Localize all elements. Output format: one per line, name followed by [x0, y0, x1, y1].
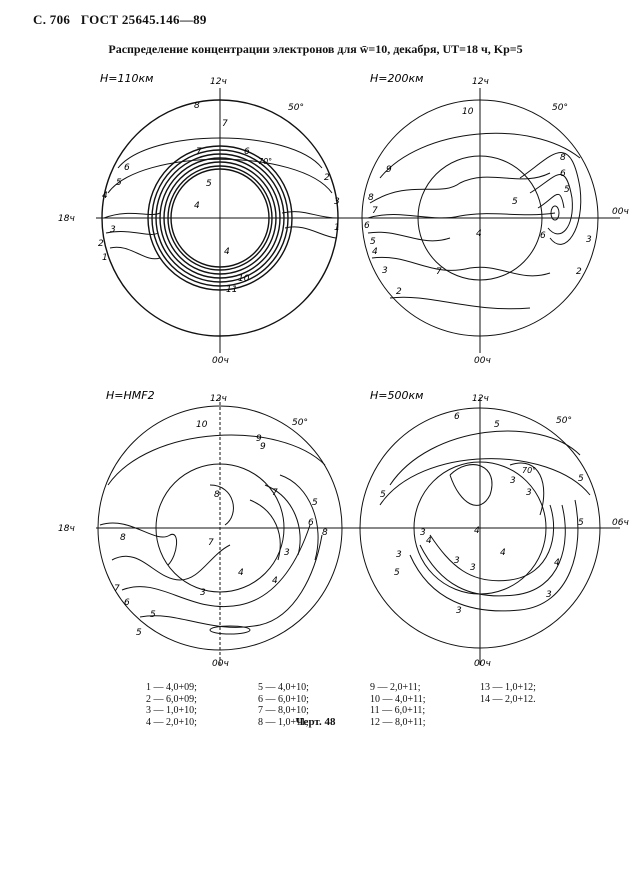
isoline-number: 5 — [512, 197, 518, 207]
isoline-number: 4 — [224, 247, 230, 257]
isoline-number: 8 — [194, 101, 200, 111]
isoline-number: 6 — [540, 231, 546, 241]
isoline-number: 9 — [260, 442, 266, 452]
isoline-number: 4 — [194, 201, 200, 211]
label-00h: 00ч — [474, 659, 491, 669]
isoline-number: 7 — [272, 488, 278, 498]
isoline-number: 4 — [554, 558, 560, 568]
legend-item: 4 — 2,0+10; — [146, 716, 197, 728]
page-header — [33, 12, 207, 28]
isoline-number: 8 — [120, 533, 126, 543]
figure-caption: Черт. 48 — [295, 716, 336, 728]
isoline-number: 3 — [470, 563, 476, 573]
panel-label: H=500км — [370, 389, 424, 402]
isoline-number: 10 — [196, 420, 208, 430]
isoline-number: 3 — [586, 235, 592, 245]
isoline-number: 3 — [510, 476, 516, 486]
panel-label: H=110км — [100, 72, 154, 85]
isoline-number: 9 — [386, 165, 392, 175]
isoline-number: 4 — [500, 548, 506, 558]
label-12h: 12ч — [472, 394, 489, 404]
label-00h: 00ч — [212, 356, 229, 366]
isoline-number: 3 — [284, 548, 290, 558]
isoline-number: 4 — [474, 526, 480, 536]
label-12h: 12ч — [472, 77, 489, 87]
isoline-number: 3 — [526, 488, 532, 498]
isoline-number: 6 — [454, 412, 460, 422]
legend-item: 8 — 1,0+11; — [258, 716, 309, 728]
isoline-number: 3 — [396, 550, 402, 560]
isoline-number: 6 — [560, 169, 566, 179]
isoline-number: 3 — [334, 197, 340, 207]
label-06h: 06ч — [612, 518, 629, 528]
isoline-number: 8 — [322, 528, 328, 538]
standard-code: ГОСТ 25645.146—89 — [80, 12, 207, 27]
legend-item: 9 — 2,0+11; — [370, 682, 421, 693]
figure-title: Распределение концентрации электронов для w̄=10, декабря, UT=18 ч, Kp=5 — [108, 42, 523, 56]
isoline-number: 4 — [372, 247, 378, 257]
legend-item: 10 — 4,0+11; — [370, 693, 426, 705]
isoline-number: 4 — [102, 191, 108, 201]
label-06h: 00ч — [612, 207, 629, 217]
isoline-number: 3 — [456, 606, 462, 616]
isoline-number: 5 — [380, 490, 386, 500]
panel-label: H=200км — [370, 72, 424, 85]
isoline-number: 5 — [150, 610, 156, 620]
isoline-number: 3 — [200, 588, 206, 598]
isoline-number: 4 — [426, 536, 432, 546]
isoline-number: 6 — [124, 598, 130, 608]
isoline-number: 7 — [372, 206, 378, 216]
isoline-number: 2 — [576, 267, 582, 277]
isoline-number: 7 — [208, 538, 214, 548]
isoline-number: 2 — [324, 173, 330, 183]
isoline-number: 10 — [462, 107, 474, 117]
isoline-number: 5 — [370, 237, 376, 247]
isoline-number: 5 — [206, 179, 212, 189]
isoline-number: 6 — [244, 147, 250, 157]
isoline-number: 5 — [578, 474, 584, 484]
page-number: С. 706 — [33, 12, 71, 27]
label-18h: 18ч — [58, 214, 75, 224]
isoline-number: 3 — [382, 266, 388, 276]
isoline-number: 2 — [98, 239, 104, 249]
polar-plot-200km — [350, 68, 631, 368]
isoline-number: 10 — [238, 274, 250, 284]
isoline-number: 7 — [436, 267, 442, 277]
legend-col-4 — [480, 682, 536, 705]
legend-item: 14 — 2,0+12. — [480, 693, 536, 705]
legend-item: 11 — 6,0+11; — [370, 705, 426, 716]
isoline-number: 6 — [364, 221, 370, 231]
legend-item: 5 — 4,0+10; — [258, 682, 309, 693]
lat-50: 50° — [288, 103, 304, 113]
isoline-number: 7 — [222, 119, 228, 129]
isoline-number: 3 — [420, 528, 426, 538]
legend-item: 13 — 1,0+12; — [480, 682, 536, 693]
legend-item: 12 — 8,0+11; — [370, 716, 426, 728]
panel-label: H=HMF2 — [106, 389, 155, 402]
label-12h: 12ч — [210, 394, 227, 404]
isoline-number: 6 — [308, 518, 314, 528]
legend-item: 2 — 6,0+09; — [146, 693, 197, 705]
isoline-number: 7 — [196, 147, 202, 157]
isoline-number: 5 — [564, 185, 570, 195]
isoline-number: 8 — [368, 193, 374, 203]
isoline-number: 3 — [546, 590, 552, 600]
isoline-number: 9 — [256, 434, 262, 444]
isoline-number: 3 — [110, 225, 116, 235]
legend-item: 1 — 4,0+09; — [146, 682, 197, 693]
label-00h: 00ч — [212, 659, 229, 669]
legend-item: 6 — 6,0+10; — [258, 693, 309, 705]
isoline-number: 4 — [272, 576, 278, 586]
isoline-number: 1 — [334, 223, 340, 233]
lat-70: 70° — [258, 157, 273, 166]
legend-item: 7 — 8,0+10; — [258, 705, 309, 716]
label-12h: 12ч — [210, 77, 227, 87]
isoline-number: 6 — [124, 163, 130, 173]
isoline-number: 5 — [312, 498, 318, 508]
lat-50: 50° — [556, 416, 572, 426]
isoline-number: 8 — [214, 490, 220, 500]
label-00h: 00ч — [474, 356, 491, 366]
isoline-number: 5 — [494, 420, 500, 430]
polar-plot-hmf2 — [60, 385, 360, 680]
isoline-number: 8 — [560, 153, 566, 163]
isoline-number: 7 — [114, 584, 120, 594]
isoline-number: 5 — [578, 518, 584, 528]
polar-plot-110km — [60, 68, 360, 368]
lat-50: 50° — [292, 418, 308, 428]
isoline-number: 11 — [226, 285, 238, 295]
lat-50: 50° — [552, 103, 568, 113]
isoline-number: 1 — [102, 253, 108, 263]
isoline-number: 5 — [116, 178, 122, 188]
isoline-number: 5 — [394, 568, 400, 578]
lat-70: 70° — [522, 466, 537, 475]
isoline-number: 4 — [238, 568, 244, 578]
isoline-number: 5 — [136, 628, 142, 638]
isoline-number: 4 — [476, 229, 482, 239]
isoline-number: 3 — [454, 556, 460, 566]
polar-plot-500km — [350, 385, 631, 680]
legend-item: 3 — 1,0+10; — [146, 705, 197, 716]
isoline-number: 2 — [396, 287, 402, 297]
label-18h: 18ч — [58, 524, 75, 534]
